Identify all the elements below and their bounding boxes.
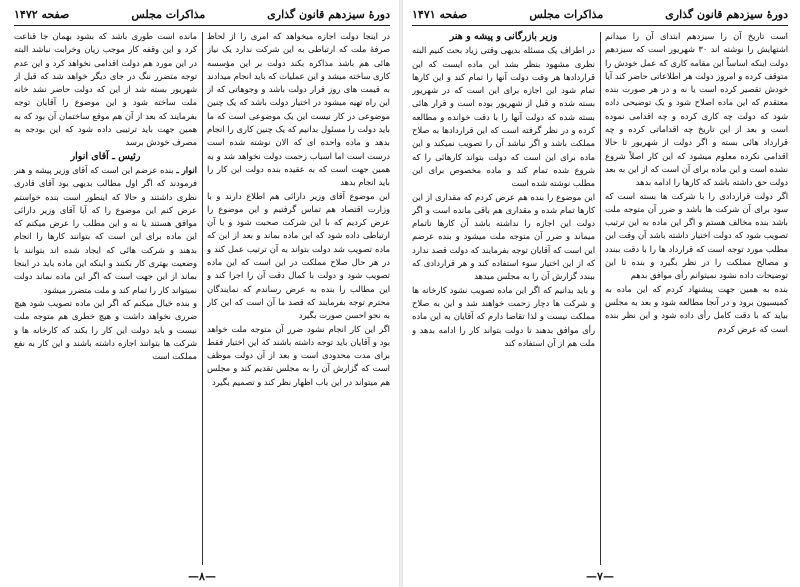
- column-divider: [600, 32, 601, 565]
- paragraph: و بنده خیال میکنم که اگر این ماده تصویب شود هیچ ضرری نخواهد داشت و هیچ خطری هم متوجه ملت نیست و باید دولت این کار را بکند که کارخانه ها و شرکت ها بتوانند اجازه داشته باشند و این کار به نفع مملکت است: [14, 297, 197, 362]
- column-right: [605, 30, 788, 569]
- speaker-heading: رئیس ـ آقای انوار: [70, 150, 141, 162]
- book-gutter: [399, 0, 403, 587]
- speaker-name: انوار ـ: [176, 164, 197, 175]
- paragraph-text: بنده عرضم این است که آقای وزیر پیشه و هنر فرمودند که اگر اول مطالب بدیهی بود آقای قادری نظری داشتند و حالا که اینطور است بنده خواستم عرض کنم این موضوع را که آیا آقای وزیر دارائی موافق هستند یا نه و این مطلب را عرض میکنم که این ماده برای این است که بتوانند کارها را انجام بدهند و شرکت هائی که ایجاد شده اند بتوانند با وضعیت بهتری کار بکنند و اینکه این ماده باید در اینجا بماند از این جهت است که اگر این ماده نماند دولت نمیتواند کار را تمام کند و ملت متضرر میشود: [14, 164, 197, 295]
- paragraph: بنده به همین جهت پیشنهاد کردم که این ماده به کمیسیون برود و در آنجا مطالعه شود و بعد به مجلس بیاید که با دقت کامل رأی داده شود و این نظر بنده است که عرض کردم: [605, 283, 788, 334]
- column-left: [412, 30, 595, 569]
- page-1471: [404, 0, 796, 587]
- page-1472: [6, 0, 398, 587]
- page-header: [412, 6, 788, 22]
- page-footer: —۸—: [188, 570, 216, 583]
- header-title: مذاکرات مجلس: [529, 7, 604, 21]
- paragraph: است تاریخ آن را سیزدهم ابتدای آن را میدانم اشتهایش را نوشته اند ۳۰ شهریور است که سیزدهم دولت اینکه اساساً این مقامه کاری که عمل خودش را متوقف کرده و امروز دولت هر اطلاعاتی حاضر کند آیا خودش تقصیر کرده است یا نه و در هر صورت بنده معتقدم که این ماده اصلاح شود و یک توضیحی داده شود که دولت چه کاری کرده و چه اقدامی نموده است و بعد از این تاریخ چه اقداماتی کرده و چه قرارداد هائی بسته و اگر دولت از شهریور تا حالا اقدامی نکرده معلوم میشود که این کار اصلاً شروع نشده است و این ماده برای آن است که از این به بعد دولت حق داشته باشد که کارها را ادامه بدهد: [605, 31, 788, 188]
- page-header: [14, 6, 390, 22]
- paragraph: اگر دولت قراردادی را با شرکت ها بسته است که سود برای آن شرکت ها باشد و ضرر آن متوجه ملت باشد بنده مخالف هستم و اگر این ماده به این ترتیب تصویب شود که دولت اختیار داشته باشد آن وقت این مطلب مورد توجه است که قرارداد ها را با دقت ببندد و مصالح مملکت را در نظر بگیرد و بنده تا این توضیحات داده نشود نمیتوانم رأی موافق بدهم: [605, 190, 788, 281]
- paragraph: این موضوع آقای وزیر دارائی هم اطلاع دارند و با وزارت اقتصاد هم تماس گرفتیم و این موضوع را عرض کردیم که با این شرکت صحبت شود و با آن ارتباطی داده شود که این ماده بماند و بعد از این که ماده تصویب شد دولت بتواند به آن ترتیب عمل کند و در هر حال صلاح مملکت در این است که این ماده تصویب شود و دولت با کمال دقت آن را اجرا کند و این مطالب را بنده به عرض رساندم که نمایندگان محترم توجه بفرمایند که قصد ما آن است که این کار به نحو احسن صورت بگیرد: [207, 190, 390, 321]
- paragraph: اگر این کار انجام نشود ضرر آن متوجه ملت خواهد بود و آقایان باید توجه داشته باشند که این اختیار فقط برای مدت محدودی است و بعد از آن دولت موظف است که گزارش آن را به مجلس تقدیم کند و مجلس هم میتواند در این باب اظهار نظر کند و تصمیم بگیرد: [207, 323, 390, 387]
- column-left: [14, 30, 197, 569]
- paragraph: مانده است طوری باشد که بشود بهمان جا قناعت کرد و این وقفه کار موجب زیان وخرابت نباشد البته در این مورد هم دولت اقدامی نخواهد کرد و این عدم توجه متضرر ننگ در جای دیگر خواهد شد که قبل از شهریور بسته شد از این که دولت حاضر نشد خانه ملت ساخته شود و این موضوع را آقایان توجه بفرمایند که بعد از آن هم موقع ساختمان آن بود که به همین جهت باید ترتیبی داده شود که این بودجه به مصرف خودش برسد: [14, 31, 197, 148]
- header-session: دورهٔ سیزدهم قانون گذاری: [665, 7, 788, 21]
- column-right: [207, 30, 390, 569]
- paragraph: [14, 164, 197, 297]
- header-page-number: صفحه ۱۴۷۱: [412, 7, 468, 21]
- header-page-number: صفحه ۱۴۷۲: [14, 7, 70, 21]
- speaker-heading: وزیر بازرگانی و پیشه و هنر: [449, 31, 558, 42]
- header-divider: [412, 25, 788, 26]
- paragraph: و باید بدانیم که اگر این ماده تصویب نشود کارخانه ها و شرکت ها دچار زحمت خواهند شد و این به صلاح مملکت نیست و لذا تقاضا دارم که آقایان به این ماده رأی موافق بدهند تا دولت بتواند کار را ادامه بدهد و ملت هم از آن استفاده کند: [412, 284, 595, 348]
- column-divider: [202, 32, 203, 565]
- header-title: مذاکرات مجلس: [131, 7, 206, 21]
- header-divider: [14, 25, 390, 26]
- paragraph: در اطراف یک مسئله بدیهی وقتی زیاد بحث کنیم البته نظری مشهود بنظر بشد این ماده ایست که این قراردادها هر وقت دولت آنها را تمام کند و این کارها تمام شود این اجازه برای این است که در شهریور بسته شده و قبل از شهریور بوده است و قرار هائی بسته شده که دولت آنها را با دقت خوانده و مطالعه کرده و در نظر گرفته است که این قراردادها به صلاح مملکت باشد و اگر نباشد آن را تصویب نمیکند و این ماده برای این است که دولت بتواند کارهائی را که شروع شده تمام کند و ماده مخصوص برای این مطلب نوشته شده است: [412, 45, 595, 189]
- paragraph: در اینجا دولت اجازه میخواهد که امری را از لحاظ صرفهٔ ملت که ارتباطی به این شرکت ندارد یک نیاز هائی هم باشد مذاکره بکند دولت بر این مؤسسه کاری ساخته میشد و این عملیات که باید انجام میدادند به قیمت های روز قرار دولت باشد و وجوهاتی که از این راه تهیه میشود در اختیار دولت باشد که یک چنین موضوعی در کار نیست این یک موضوعی است که ما باید دولت را مسئول بدانیم که یک چنین کاری را انجام بدهد و ماده واحده ای که الان نوشته شده است درست است اما اسباب زحمت دولت نخواهد شد و به همین جهت است که به عقیده بنده دولت این کار را باید انجام بدهد: [207, 31, 390, 188]
- header-session: دورهٔ سیزدهم قانون گذاری: [267, 7, 390, 21]
- paragraph: این موضوع را بنده هم عرض کردم که مقداری از این کارها تمام شده و مقداری هم باقی مانده است و اگر دولت این اجازه را نداشته باشد آن کارها ناتمام میماند و ضرر آن متوجه ملت میشود و بنده عرضم این است که آقایان توجه بفرمایند که دولت قصد ندارد که از این اختیار سوء استفاده کند و هر قراردادی که ببندد گزارش آن را به مجلس میدهد: [412, 191, 595, 282]
- page-footer: —۷—: [586, 570, 614, 583]
